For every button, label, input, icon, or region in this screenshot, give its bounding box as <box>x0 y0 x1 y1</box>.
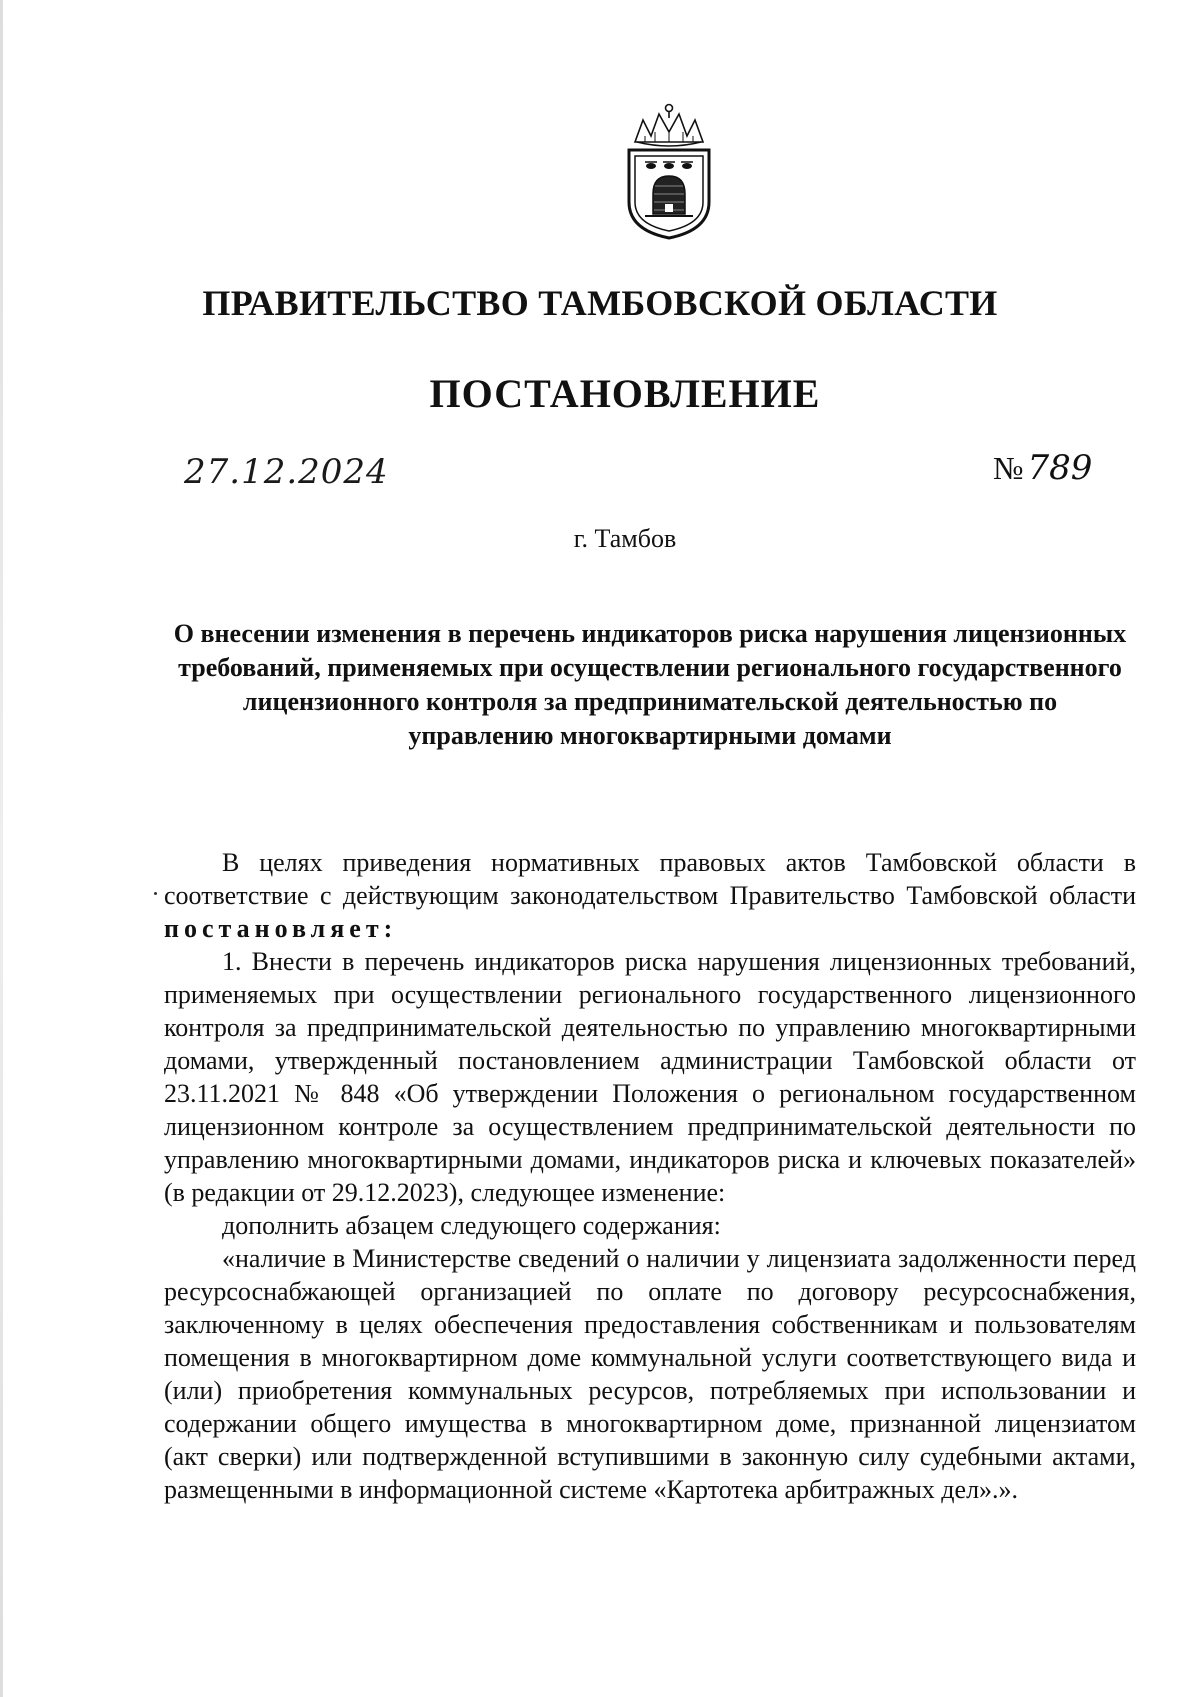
preamble-paragraph <box>164 846 1136 945</box>
document-type: ПОСТАНОВЛЕНИЕ <box>429 371 821 416</box>
document-body <box>164 846 1136 1506</box>
tambov-coat-of-arms-icon <box>615 102 723 242</box>
scan-speck <box>154 892 157 895</box>
city-label: г. Тамбов <box>573 524 677 553</box>
item-1-paragraph: 1. Внести в перечень индикаторов риска нарушения лицензионных требований, применяемых при осуществлении регионального государственного лицензионного контроля за предпринимательской деятельностью по управлению многоквартирными домами, утвержденный постановлением администрации Тамбовской области от 23.11.2021 № 848 «Об утверждении Положения о региональном государственном лицензионном контроле за осуществлением предпринимательской деятельности по управлению многоквартирными домами, индикаторов риска и ключевых показателей» (в редакции от 29.12.2023), следующее изменение: <box>164 947 1136 1207</box>
quoted-paragraph: «наличие в Министерстве сведений о наличии у лицензиата задолженности перед ресурсоснабжающей организацией по оплате по договору ресурсоснабжения, заключенному в целях обеспечения предоставления собственникам и пользователям помещения в многоквартирном доме коммунальной услуги соответствующего вида и (или) приобретения коммунальных ресурсов, потребляемых при использовании и содержании общего имущества в многоквартирном доме, признанной лицензиатом (акт сверки) или подтвержденной вступившими в законную силу судебными актами, размещенными в информационной системе «Картотека арбитражных дел».». <box>164 1244 1136 1504</box>
preamble-text: В целях приведения нормативных правовых актов Тамбовской области в соответствие с действующим законодательством Правительство Тамбовской области <box>164 848 1136 910</box>
document-number <box>993 448 1092 488</box>
subject-heading: О внесении изменения в перечень индикаторов риска нарушения лицензионных требований, применяемых при осуществлении регионального государственного лицензионного контроля за предпринимательской деятельностью по управлению многоквартирными домами <box>173 619 1127 750</box>
organization-title: ПРАВИТЕЛЬСТВО ТАМБОВСКОЙ ОБЛАСТИ <box>202 283 998 323</box>
handwritten-number: 789 <box>1027 448 1093 488</box>
handwritten-date: 27.12.2024 <box>184 452 389 492</box>
instruction-paragraph: дополнить абзацем следующего содержания: <box>222 1211 721 1240</box>
resolves-word: постановляет: <box>164 914 398 943</box>
scan-edge <box>0 0 3 1697</box>
number-sign: № <box>993 450 1024 486</box>
